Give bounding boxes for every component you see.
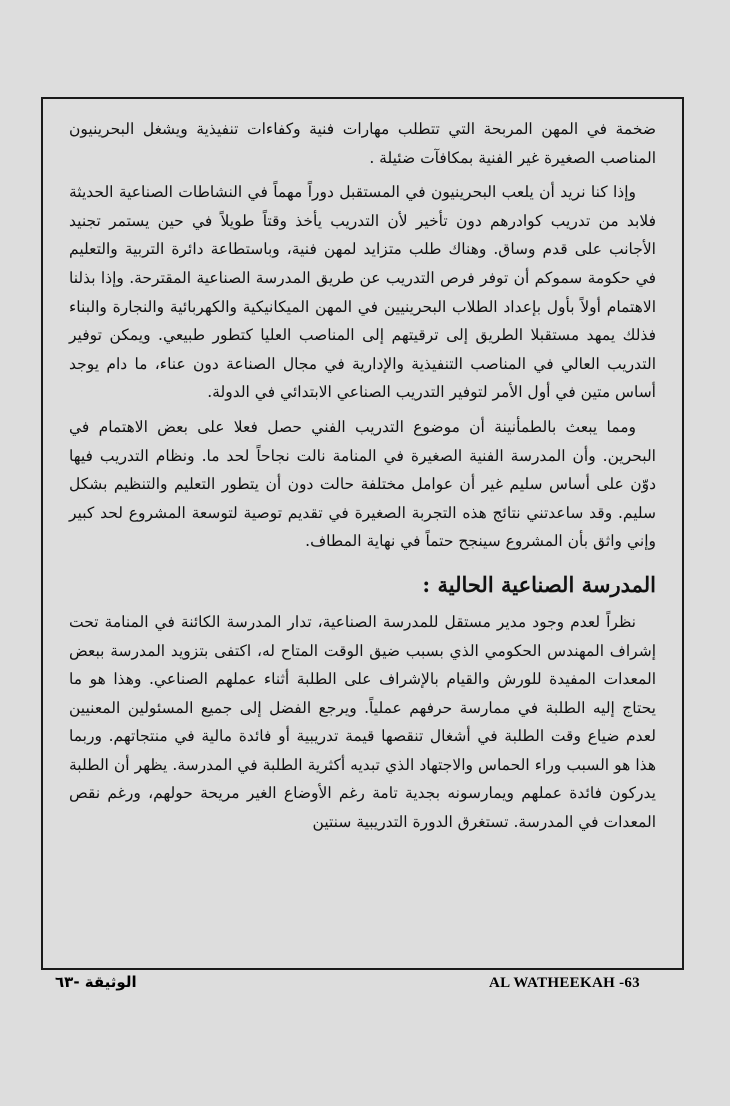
paragraph-4: نظراً لعدم وجود مدير مستقل للمدرسة الصناعية، تدار المدرسة الكائنة في المنامة تحت إشراف المهندس الحكومي الذي بسبب ضيق الوقت المتاح له، اكتفى بتزويد المدرسة ببعض المعدات المفيدة للورش والقيام بالإشراف على الطلبة أثناء عملهم الصناعي. وهذا هو ما يحتاج إليه الطلبة في ممارسة حرفهم عملياً. ويرجع الفضل إلى جميع المسئولين المعنيين لعدم ضياع وقت الطلبة في أشغال تنقصها قيمة تدريبية أو فائدة مالية في منتجاتهم. وربما هذا هو السبب وراء الحماس والاجتهاد الذي تبديه أكثرية الطلبة في المدرسة. يظهر أن الطلبة يدركون فائدة عملهم ويمارسونه بجدية تامة رغم الأوضاع الغير مريحة حولهم، ورغم نقص المعدات في المدرسة. تستغرق الدورة التدريبية سنتين <box>69 612 656 832</box>
page-frame <box>41 97 684 970</box>
paragraph-3: ومما يبعث بالطمأنينة أن موضوع التدريب الفني حصل فعلا على بعض الاهتمام في البحرين. وأن المدرسة الفنية الصغيرة في المنامة نالت نجاحاً لحد ما. ونظام التدريب فيها دوّن على أساس سليم غير أن عوامل مختلفة حالت دون أن يتطور التعليم والتنظيم بشكل سليم. وقد ساعدتني نتائج هذه التجربة الصغيرة في تقديم توصية لتوسعة المشروع لحد كبير وإني واثق بأن المشروع سينجح حتماً في نهاية المطاف. <box>69 417 656 551</box>
paragraph-2: وإذا كنا نريد أن يلعب البحرينيون في المستقبل دوراً مهماً في النشاطات الصناعية الحديثة فلابد من تدريب كوادرهم دون تأخير لأن التدريب يأخذ وقتاً طويلاً في حين يستمر تجنيد الأجانب على قدم وساق. وهناك طلب متزايد لمهن فنية، وباستطاعة دائرة التربية والتعليم في حكومة سموكم أن توفر فرص التدريب عن طريق المدرسة الصناعية المقترحة. وإذا بذلنا الاهتمام أولاً بأول بإعداد الطلاب البحرينيين في المهن الميكانيكية والكهربائية والنجارة والبناء فذلك يمهد مستقبلا الطريق إلى ترقيتهم إلى المناصب العليا كتطور طبيعي. ويمكن توفير التدريب العالي في المناصب التنفيذية والإدارية في مجال الصناعة دون عناء، ما دام يوجد أساس متين في أول الأمر لتوفير التدريب الصناعي الابتدائي في الدولة. <box>69 183 656 402</box>
section-heading: المدرسة الصناعية الحالية : <box>422 571 656 597</box>
footer-arabic-page-label: الوثيقة -٦٣ <box>55 973 137 991</box>
page-footer <box>41 975 684 997</box>
footer-english-page-label: AL WATHEEKAH -63 <box>489 975 640 991</box>
article-body <box>69 115 656 837</box>
paragraph-1: ضخمة في المهن المربحة التي تتطلب مهارات فنية وكفاءات تنفيذية ويشغل البحرينيون المناصب الصغيرة غير الفنية بمكافآت ضئيلة . <box>69 120 656 167</box>
